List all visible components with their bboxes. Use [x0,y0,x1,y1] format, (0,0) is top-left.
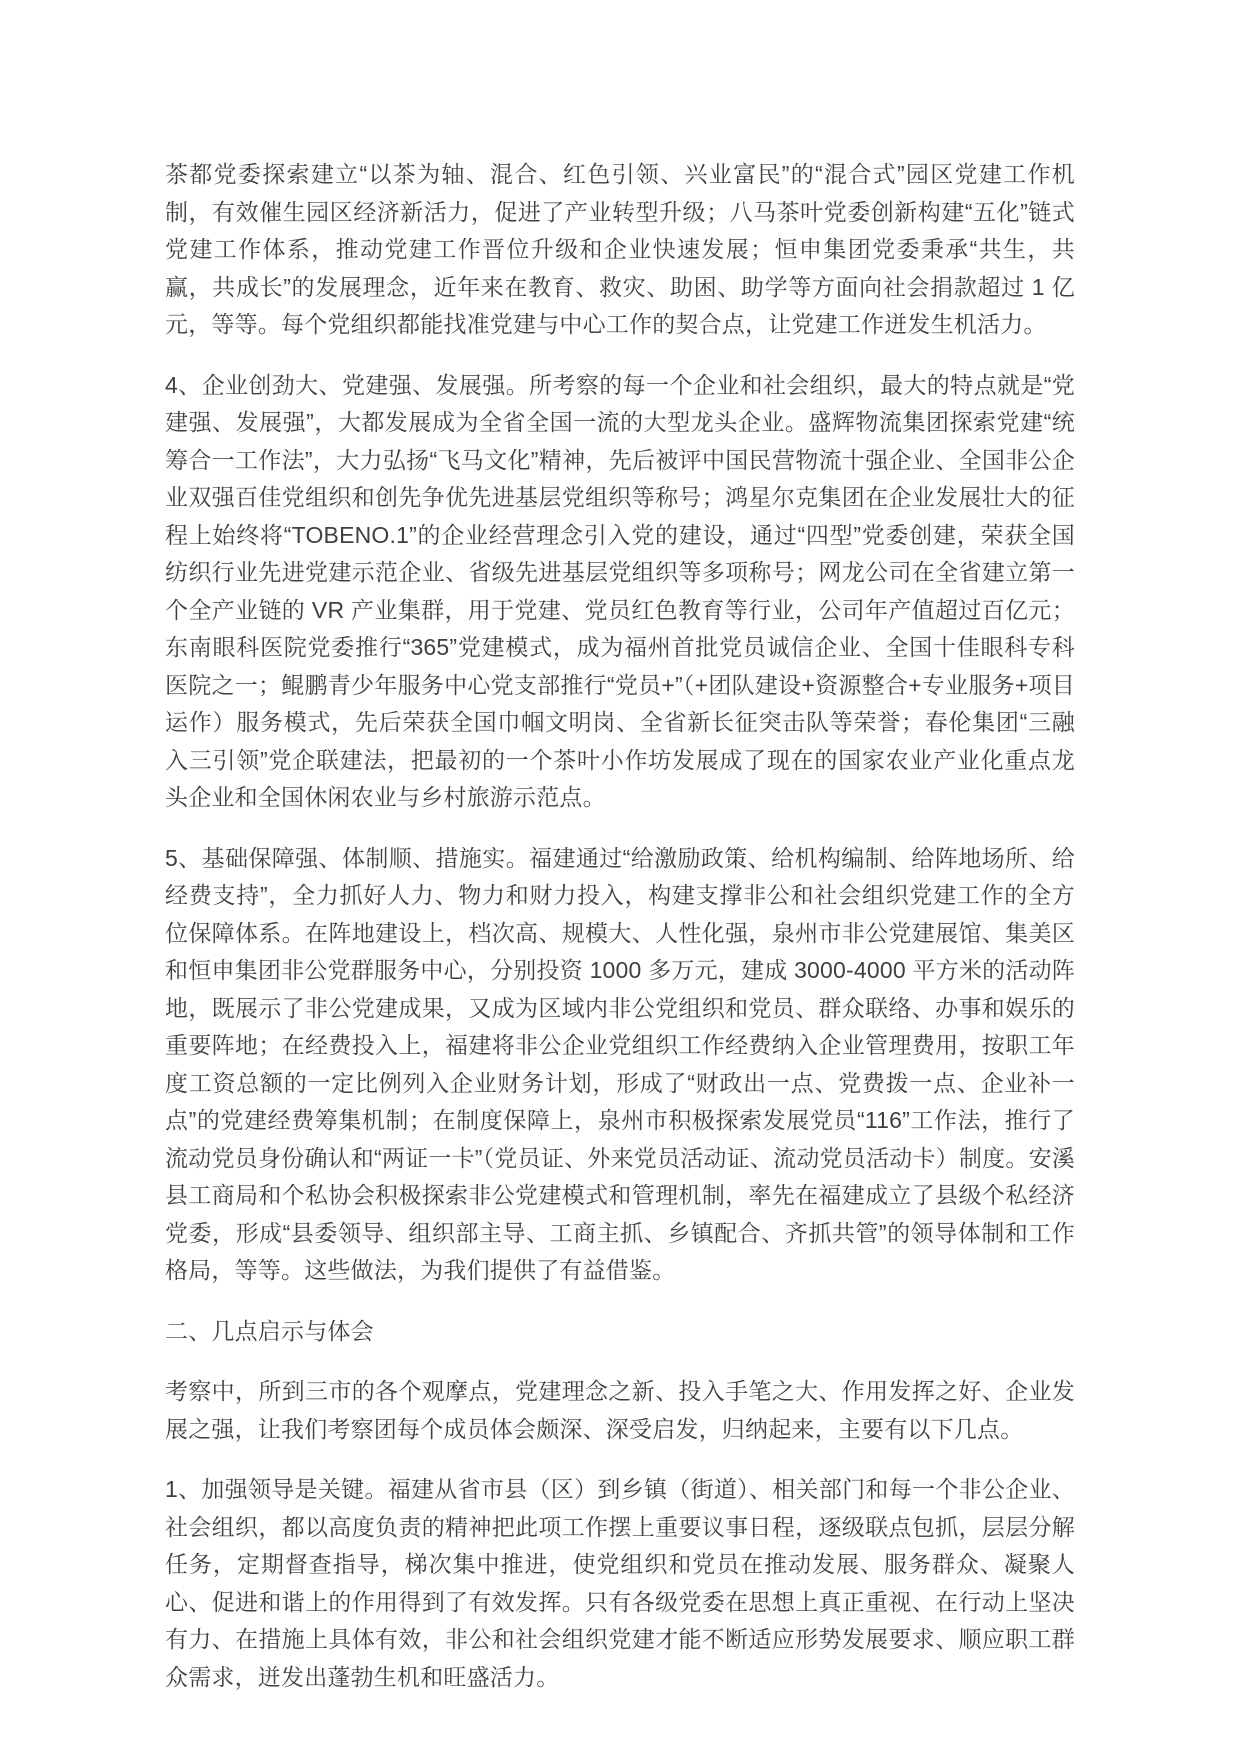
section-heading: 二、几点启示与体会 [165,1317,374,1344]
paragraph-intro: 考察中，所到三市的各个观摩点，党建理念之新、投入手笔之大、作用发挥之好、企业发展之强，让我们考察团每个成员体会颇深、深受启发，归纳起来，主要有以下几点。 [165,1378,1075,1442]
paragraph-item-5: 5、基础保障强、体制顺、措施实。福建通过“给激励政策、给机构编制、给阵地场所、给经费支持”，全力抓好人力、物力和财力投入，构建支撑非公和社会组织党建工作的全方位保障体系。在阵地建设上，档次高、规模大、人性化强，泉州市非公党建展馆、集美区和恒申集团非公党群服务中心，分别投资 1000 多万元，建成 3000-4000 平方米的活动阵地，既展示了非公党建成果，又成为区域内非公党组织和党员、群众联络、办事和娱乐的重要阵地；在经费投入上，福建将非公企业党组织工作经费纳入企业管理费用，按职工年度工资总额的一定比例列入企业财务计划，形成了“财政出一点、党费拨一点、企业补一点”的党建经费筹集机制；在制度保障上，泉州市积极探索发展党员“116”工作法，推行了流动党员身份确认和“两证一卡”（党员证、外来党员活动证、流动党员活动卡）制度。安溪县工商局和个私协会积极探索非公党建模式和管理机制，率先在福建成立了县级个私经济党委，形成“县委领导、组织部主导、工商主抓、乡镇配合、齐抓共管”的领导体制和工作格局，等等。这些做法，为我们提供了有益借鉴。 [165,844,1075,1283]
paragraph-continuation: 茶都党委探索建立“以茶为轴、混合、红色引领、兴业富民”的“混合式”园区党建工作机制，有效催生园区经济新活力，促进了产业转型升级；八马茶叶党委创新构建“五化”链式党建工作体系，推动党建工作晋位升级和企业快速发展；恒申集团党委秉承“共生，共赢，共成长”的发展理念，近年来在教育、救灾、助困、助学等方面向社会捐款超过 1 亿元，等等。每个党组织都能找准党建与中心工作的契合点，让党建工作迸发生机活力。 [165,161,1075,337]
paragraph-item-1: 1、加强领导是关键。福建从省市县（区）到乡镇（街道）、相关部门和每一个非公企业、社会组织，都以高度负责的精神把此项工作摆上重要议事日程，逐级联点包抓，层层分解任务，定期督查指导，梯次集中推进，使党组织和党员在推动发展、服务群众、凝聚人心、促进和谐上的作用得到了有效发挥。只有各级党委在思想上真正重视、在行动上坚决有力、在措施上具体有效，非公和社会组织党建才能不断适应形势发展要求、顺应职工群众需求，迸发出蓬勃生机和旺盛活力。 [165,1476,1075,1690]
paragraph-item-4: 4、企业创劲大、党建强、发展强。所考察的每一个企业和社会组织，最大的特点就是“党建强、发展强”，大都发展成为全省全国一流的大型龙头企业。盛辉物流集团探索党建“统筹合一工作法”，大力弘扬“飞马文化”精神，先后被评中国民营物流十强企业、全国非公企业双强百佳党组织和创先争优先进基层党组织等称号；鸿星尔克集团在企业发展壮大的征程上始终将“TOBENO.1”的企业经营理念引入党的建设，通过“四型”党委创建，荣获全国纺织行业先进党建示范企业、省级先进基层党组织等多项称号；网龙公司在全省建立第一个全产业链的 VR 产业集群，用于党建、党员红色教育等行业，公司年产值超过百亿元；东南眼科医院党委推行“365”党建模式，成为福州首批党员诚信企业、全国十佳眼科专科医院之一；鲲鹏青少年服务中心党支部推行“党员+”（+团队建设+资源整合+专业服务+项目运作）服务模式，先后荣获全国巾帼文明岗、全省新长征突击队等荣誉；春伦集团“三融入三引领”党企联建法，把最初的一个茶叶小作坊发展成了现在的国家农业产业化重点龙头企业和全国休闲农业与乡村旅游示范点。 [165,371,1075,810]
